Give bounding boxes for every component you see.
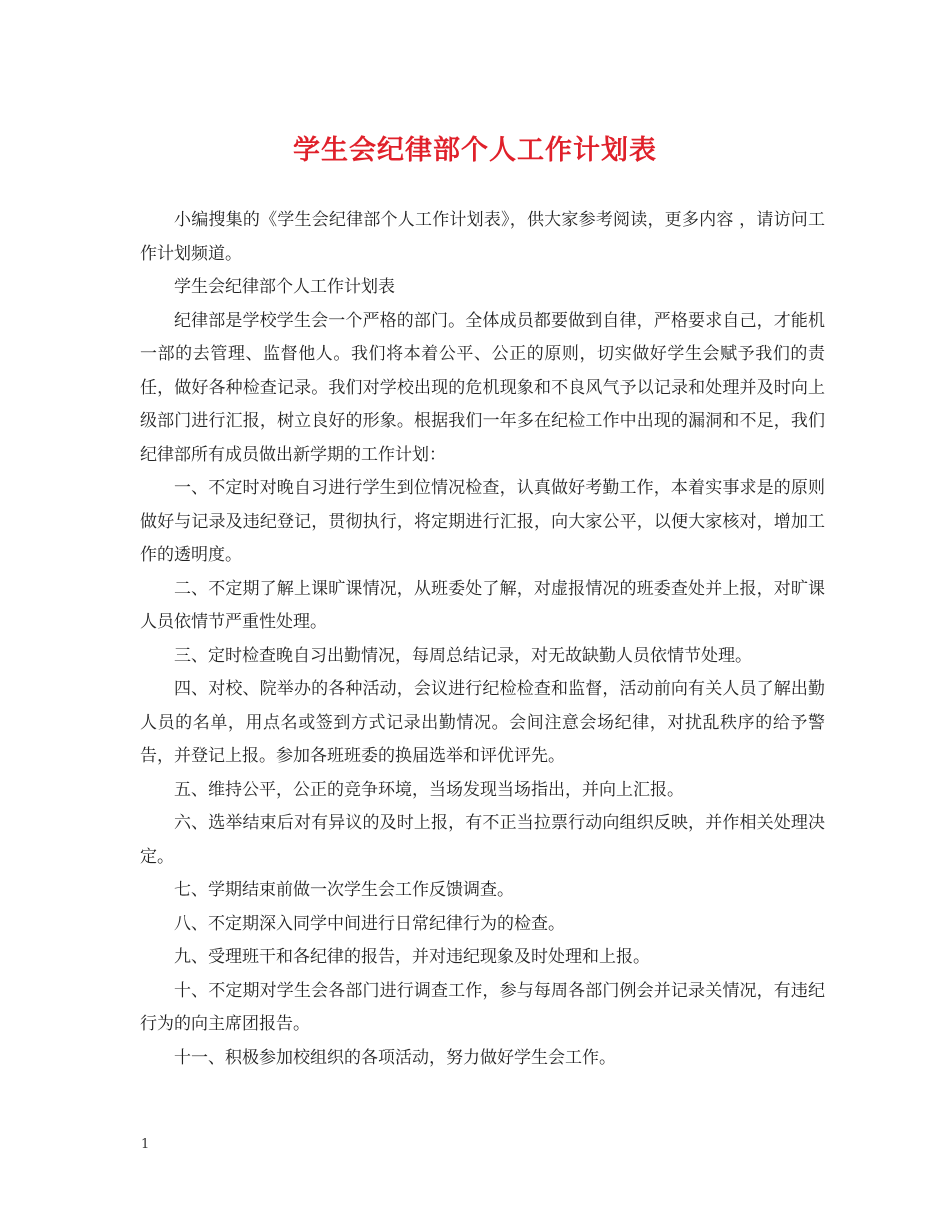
plan-item-1: 一、不定时对晚自习进行学生到位情况检查，认真做好考勤工作，本着实事求是的原则做好与记录及违纪登记，贯彻执行，将定期进行汇报，向大家公平，以便大家核对，增加工作的透明度。 (140, 478, 825, 565)
plan-item-4: 四、对校、院举办的各种活动，会议进行纪检检查和监督，活动前向有关人员了解出勤人员的名单，用点名或签到方式记录出勤情况。会间注意会场纪律，对扰乱秩序的给予警告，并登记上报。参加各班班委的换届选举和评优评先。 (140, 679, 825, 766)
plan-item-10: 十、不定期对学生会各部门进行调查工作，参与每周各部门例会并记录关情况，有违纪行为的向主席团报告。 (140, 980, 825, 1034)
page-number: 1 (141, 1137, 150, 1152)
document-body (140, 204, 825, 1075)
paragraph-overview: 纪律部是学校学生会一个严格的部门。全体成员都要做到自律，严格要求自己，才能机一部的去管理、监督他人。我们将本着公平、公正的原则，切实做好学生会赋予我们的责任，做好各种检查记录。我们对学校出现的危机现象和不良风气予以记录和处理并及时向上级部门进行汇报，树立良好的形象。根据我们一年多在纪检工作中出现的漏洞和不足，我们纪律部所有成员做出新学期的工作计划： (140, 310, 825, 465)
plan-item-11: 十一、积极参加校组织的各项活动，努力做好学生会工作。 (174, 1047, 616, 1068)
document-title: 学生会纪律部个人工作计划表 (293, 135, 657, 166)
plan-item-2: 二、不定期了解上课旷课情况，从班委处了解，对虚报情况的班委查处并上报，对旷课人员依情节严重性处理。 (140, 578, 825, 632)
plan-item-5: 五、维持公平，公正的竞争环境，当场发现当场指出，并向上汇报。 (174, 779, 684, 800)
plan-item-7: 七、学期结束前做一次学生会工作反馈调查。 (174, 880, 514, 900)
paragraph-intro: 小编搜集的《学生会纪律部个人工作计划表》，供大家参考阅读，更多内容 ，请访问工作计划频道。 (140, 210, 825, 264)
plan-item-9: 九、受理班干和各纪律的报告，并对违纪现象及时处理和上报。 (174, 947, 650, 967)
plan-item-3: 三、定时检查晚自习出勤情况，每周总结记录，对无故缺勤人员依情节处理。 (174, 645, 752, 666)
paragraph-subtitle: 学生会纪律部个人工作计划表 (174, 277, 395, 297)
plan-item-6: 六、选举结束后对有异议的及时上报，有不正当拉票行动向组织反映，并作相关处理决定。 (140, 813, 825, 867)
plan-item-8: 八、不定期深入同学中间进行日常纪律行为的检查。 (174, 913, 565, 934)
